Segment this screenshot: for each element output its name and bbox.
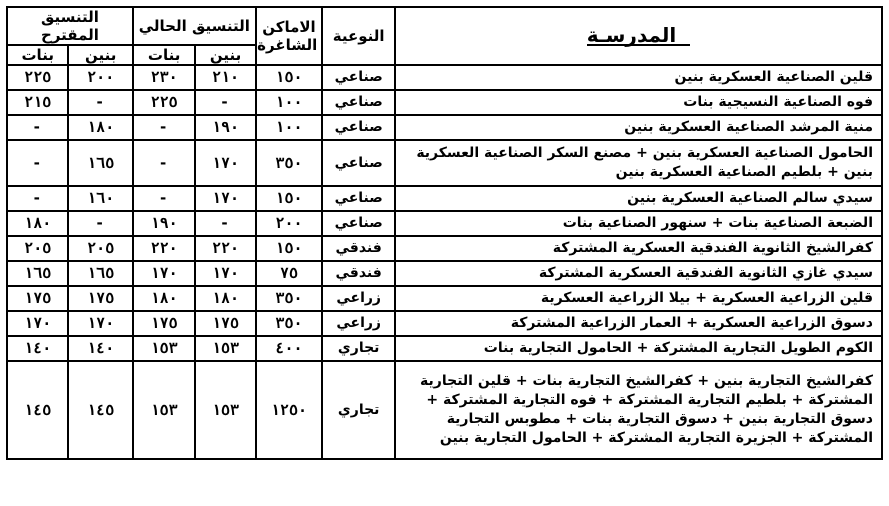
current-boys-cell: ٢٢٠ [195,236,255,261]
coordination-table [6,6,883,460]
school-type-cell: تجاري [322,336,395,361]
current-girls-cell: ١٧٥ [133,311,195,336]
current-boys-cell: ٢١٠ [195,65,255,90]
current-girls-cell: ١٨٠ [133,286,195,311]
school-type-cell: تجاري [322,361,395,459]
proposed-boys-cell: ١٦٠ [68,186,133,211]
school-name-cell: كفرالشيخ التجارية بنين + كفرالشيخ التجارية بنات + قلين التجارية المشتركة + بلطيم التجارية المشتركة + فوه التجارية المشتركة + دسوق التجارية بنين + دسوق التجارية بنات + مطوبس التجارية المشتركة + الجزيرة التجارية المشتركة + الحامول التجارية بنين [395,361,882,459]
table-row [7,236,882,261]
school-name-cell: الضبعة الصناعية بنات + سنهور الصناعية بنات [395,211,882,236]
school-name-cell: سيدي غازي الثانوية الفندقية العسكرية المشتركة [395,261,882,286]
school-name-cell: الكوم الطويل التجارية المشتركة + الحامول التجارية بنات [395,336,882,361]
coordination-table-frame [6,6,883,500]
school-type-cell: صناعي [322,140,395,186]
school-type-cell: صناعي [322,90,395,115]
school-name-cell: سيدي سالم الصناعية العسكرية بنين [395,186,882,211]
current-girls-cell: ١٥٣ [133,361,195,459]
school-header: المدرسـة [395,7,882,65]
current-boys-cell: - [195,90,255,115]
current-boys-cell: ١٥٣ [195,361,255,459]
school-name-cell: كفرالشيخ الثانوية الفندقية العسكرية المشتركة [395,236,882,261]
table-row [7,186,882,211]
proposed-girls-cell: ١٤٠ [7,336,68,361]
current-boys-cell: ١٩٠ [195,115,255,140]
school-type-cell: فندقي [322,236,395,261]
current-boys-header: بنين [195,45,255,65]
table-row [7,361,882,459]
proposed-girls-cell: ٢٠٥ [7,236,68,261]
proposed-girls-cell: ١٧٠ [7,311,68,336]
table-row [7,140,882,186]
table-row [7,286,882,311]
school-type-cell: زراعي [322,311,395,336]
current-girls-cell: ٢٢٠ [133,236,195,261]
proposed-boys-header: بنين [68,45,133,65]
vacant-places-cell: ١٠٠ [256,90,323,115]
proposed-boys-cell: ١٦٥ [68,261,133,286]
school-name-cell: منية المرشد الصناعية العسكرية بنين [395,115,882,140]
proposed-girls-cell: ١٤٥ [7,361,68,459]
proposed-boys-cell: ١٦٥ [68,140,133,186]
school-type-cell: صناعي [322,115,395,140]
type-header: النوعية [322,7,395,65]
current-boys-cell: ١٧٠ [195,261,255,286]
current-boys-cell: ١٧٥ [195,311,255,336]
proposed-boys-cell: ١٤٥ [68,361,133,459]
current-boys-cell: ١٨٠ [195,286,255,311]
table-row [7,115,882,140]
school-type-cell: صناعي [322,211,395,236]
proposed-boys-cell: ٢٠٥ [68,236,133,261]
school-name-cell: قلين الصناعية العسكرية بنين [395,65,882,90]
current-girls-cell: ٢٢٥ [133,90,195,115]
proposed-girls-cell: ١٨٠ [7,211,68,236]
vacant-places-cell: ٣٥٠ [256,140,323,186]
school-name-cell: الحامول الصناعية العسكرية بنين + مصنع السكر الصناعية العسكرية بنين + بلطيم الصناعية العسكرية بنين [395,140,882,186]
vacant-places-cell: ١٥٠ [256,65,323,90]
proposed-boys-cell: ١٨٠ [68,115,133,140]
proposed-girls-cell: ١٦٥ [7,261,68,286]
vacant-places-cell: ١٥٠ [256,186,323,211]
proposed-boys-cell: - [68,211,133,236]
proposed-girls-cell: - [7,186,68,211]
current-boys-cell: ١٧٠ [195,186,255,211]
school-name-cell: قلين الزراعية العسكرية + بيلا الزراعية العسكرية [395,286,882,311]
proposed-girls-cell: ٢١٥ [7,90,68,115]
vacant-places-cell: ١٠٠ [256,115,323,140]
vacant-places-cell: ١٥٠ [256,236,323,261]
school-type-cell: زراعي [322,286,395,311]
current-girls-cell: ١٥٣ [133,336,195,361]
proposed-girls-cell: ٢٢٥ [7,65,68,90]
school-type-cell: صناعي [322,186,395,211]
proposed-coordination-header: التنسيق المقترح [7,7,133,45]
school-type-cell: صناعي [322,65,395,90]
current-boys-cell: - [195,211,255,236]
school-type-cell: فندقي [322,261,395,286]
school-name-cell: دسوق الزراعية العسكرية + العمار الزراعية المشتركة [395,311,882,336]
table-row [7,65,882,90]
places-header: الاماكن الشاغرة [256,7,323,65]
vacant-places-cell: ١٢٥٠ [256,361,323,459]
vacant-places-cell: ٧٥ [256,261,323,286]
table-row [7,261,882,286]
proposed-boys-cell: - [68,90,133,115]
proposed-girls-cell: ١٧٥ [7,286,68,311]
vacant-places-cell: ٢٠٠ [256,211,323,236]
table-row [7,311,882,336]
table-row [7,90,882,115]
proposed-boys-cell: ١٧٠ [68,311,133,336]
school-name-cell: فوه الصناعية النسيجية بنات [395,90,882,115]
current-girls-cell: ٢٣٠ [133,65,195,90]
proposed-boys-cell: ١٤٠ [68,336,133,361]
proposed-girls-header: بنات [7,45,68,65]
vacant-places-cell: ٣٥٠ [256,311,323,336]
current-girls-cell: - [133,140,195,186]
proposed-boys-cell: ١٧٥ [68,286,133,311]
current-coordination-header: التنسيق الحالي [133,7,256,45]
table-row [7,336,882,361]
current-boys-cell: ١٧٠ [195,140,255,186]
table-body [7,65,882,459]
proposed-boys-cell: ٢٠٠ [68,65,133,90]
proposed-girls-cell: - [7,115,68,140]
vacant-places-cell: ٤٠٠ [256,336,323,361]
proposed-girls-cell: - [7,140,68,186]
current-boys-cell: ١٥٣ [195,336,255,361]
current-girls-cell: ١٩٠ [133,211,195,236]
vacant-places-cell: ٣٥٠ [256,286,323,311]
current-girls-cell: - [133,186,195,211]
table-row [7,211,882,236]
current-girls-cell: ١٧٠ [133,261,195,286]
current-girls-header: بنات [133,45,195,65]
current-girls-cell: - [133,115,195,140]
